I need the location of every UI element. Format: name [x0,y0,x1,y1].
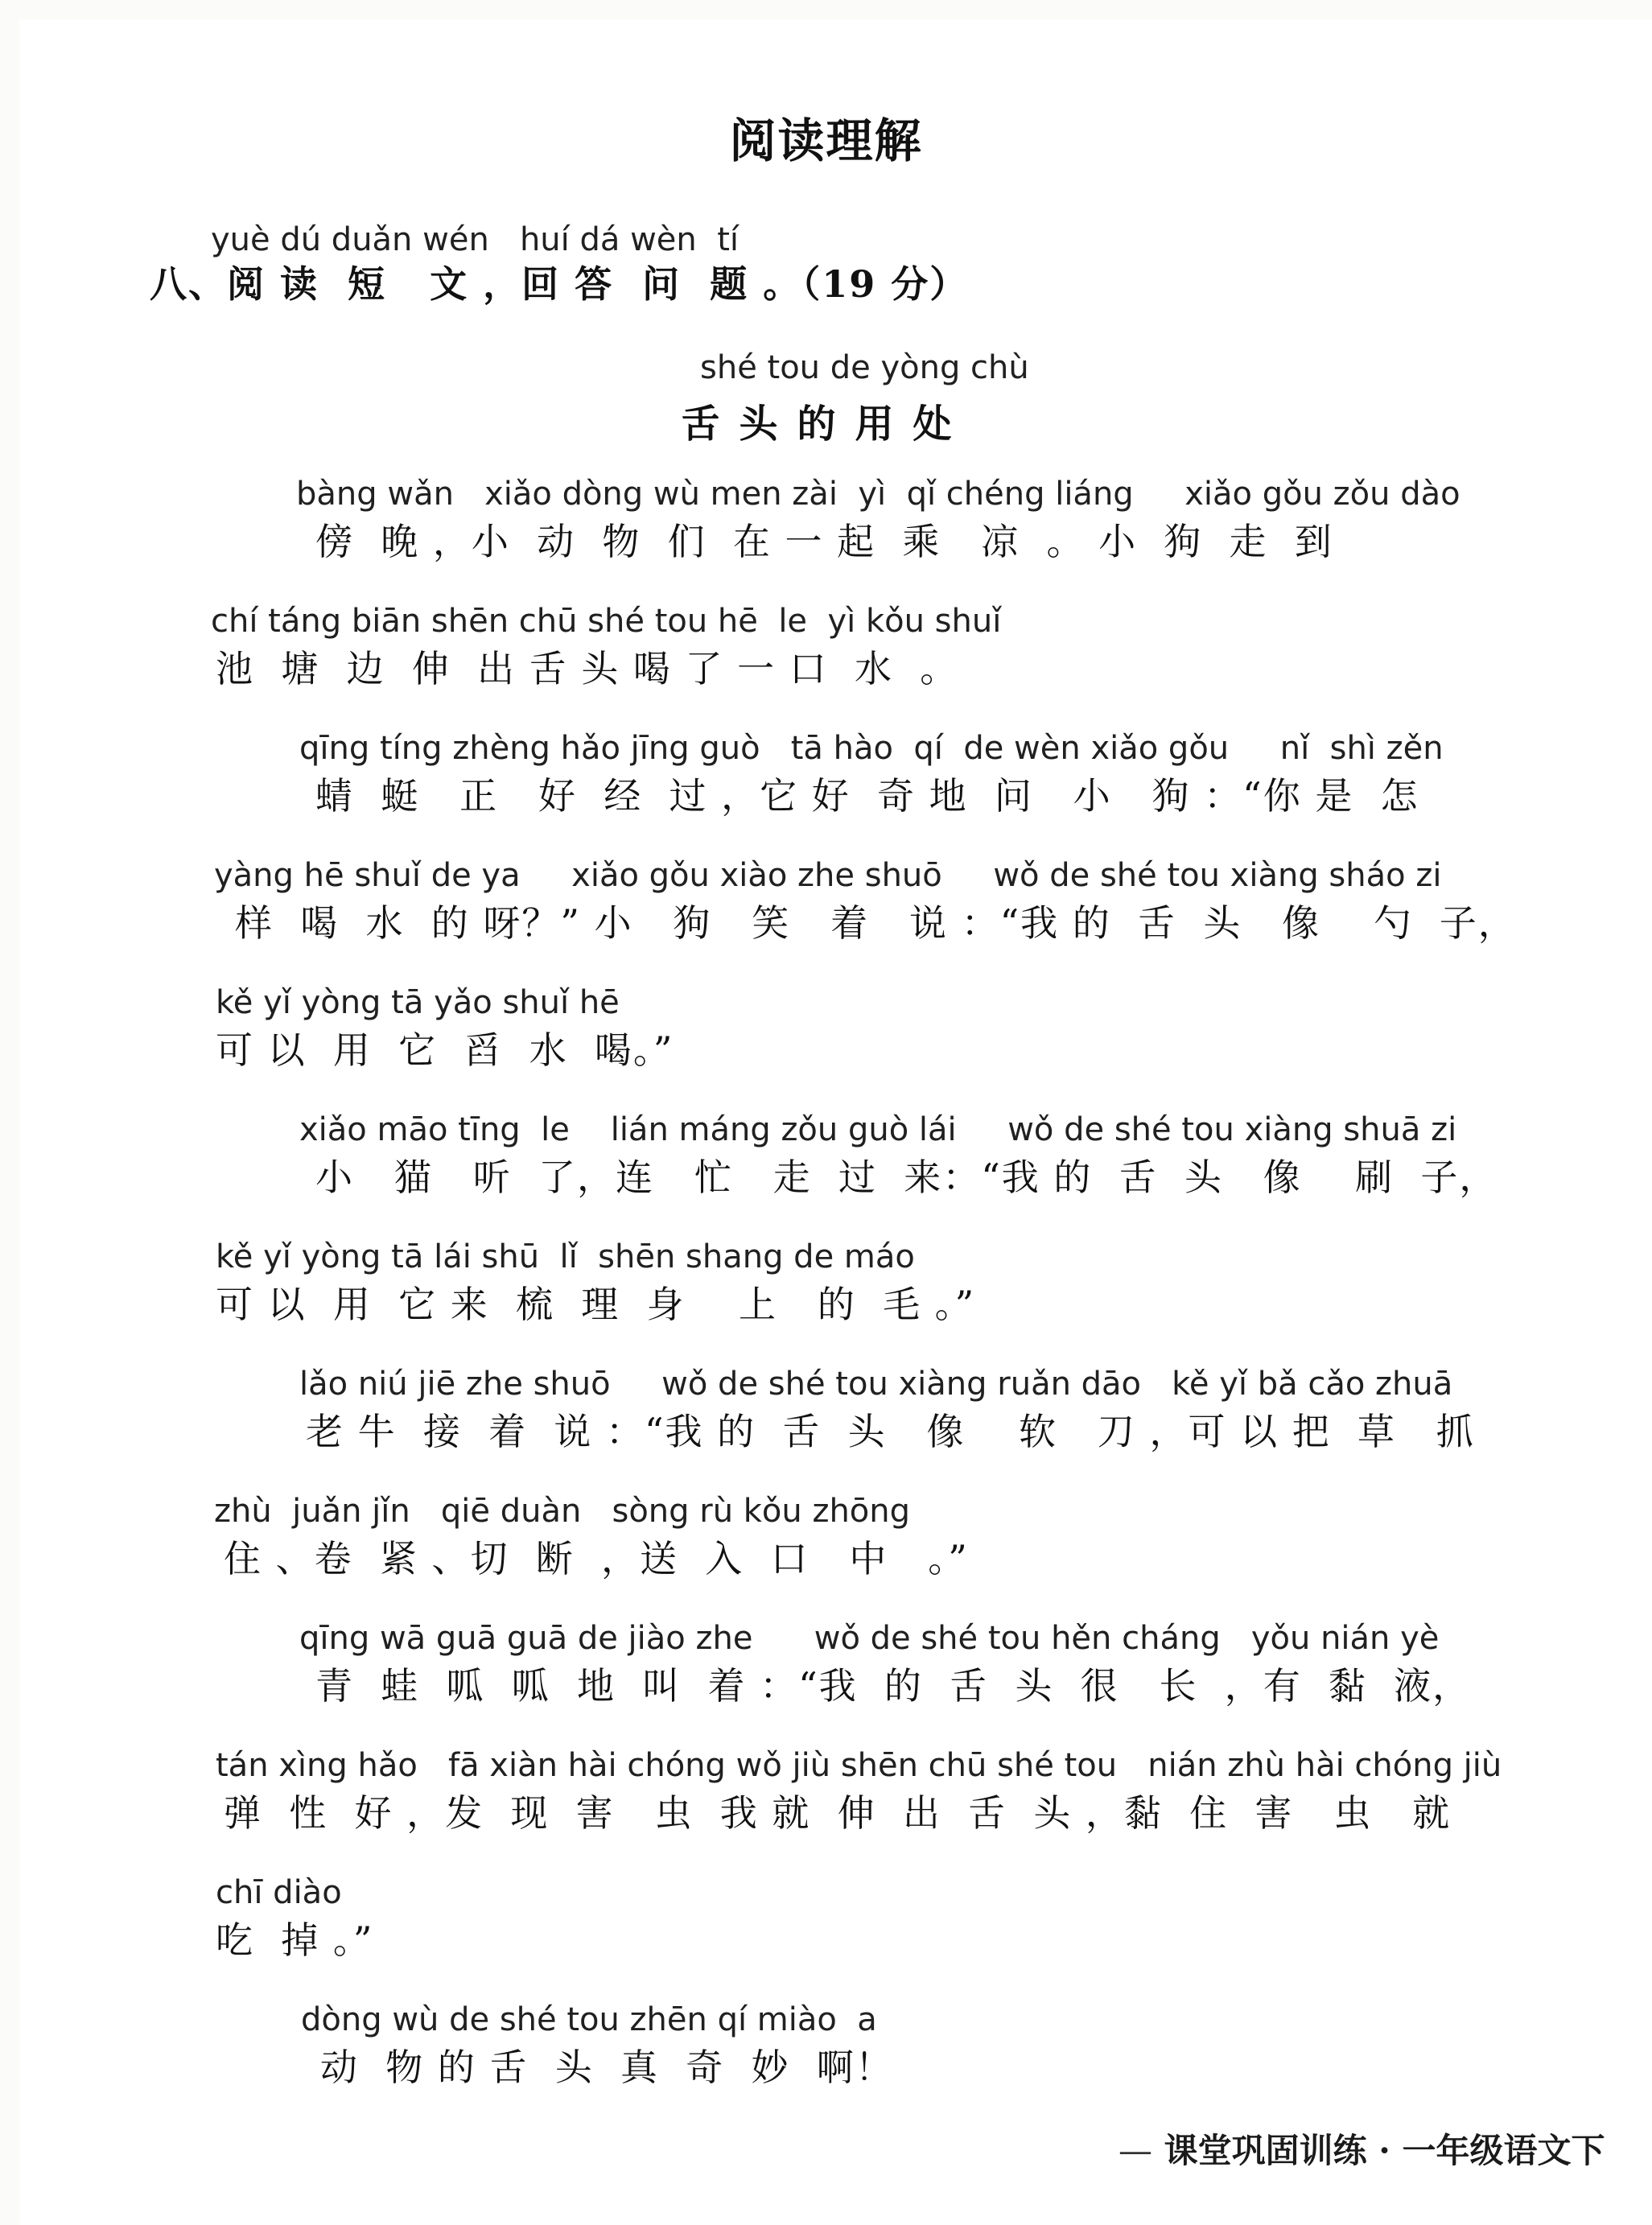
page-footer [1118,2124,1605,2173]
line-text: 住 、卷 紧 、切 断 ，送 入 口 中 。” [224,1537,969,1580]
question-score: （19 分） [801,262,969,306]
footer-dash: — [1118,2131,1152,2170]
line-text: 小 猫 听 了，连 忙 走 过 来：“我 的 舌 头 像 刷 子， [315,1156,1498,1199]
line-text: 弹 性 好 ，发 现 害 虫 我 就 伸 出 舌 头 ，黏 住 害 虫 就 [224,1791,1452,1835]
story-title-pinyin: shé tou de yòng chù [700,349,1029,386]
line-pinyin: tán xìng hǎo fā xiàn hài chóng wǒ jiù shēn chū shé tou nián zhù hài chóng jiù [216,1747,1502,1784]
line-text: 老 牛 接 着 说 ：“我 的 舌 头 像 软 刀 ，可 以 把 草 抓 [306,1410,1475,1453]
line-pinyin: qīng tíng zhèng hǎo jīng guò tā hào qí de wèn xiǎo gǒu nǐ shì zěn [299,730,1444,767]
line-text: 傍 晚 ，小 动 物 们 在 一 起 乘 凉 。 小 狗 走 到 [315,520,1333,563]
question-pinyin: yuè dú duǎn wén huí dá wèn tí [211,221,739,258]
line-pinyin: xiǎo māo tīng le lián máng zǒu guò lái wǒ de shé tou xiàng shuā zi [299,1111,1457,1148]
line-text: 蜻 蜓 正 好 经 过 ，它 好 奇 地 问 小 狗 ：“你 是 怎 [315,774,1419,818]
line-pinyin: zhù juǎn jǐn qiē duàn sòng rù kǒu zhōng [214,1493,911,1530]
line-text: 吃 掉 。” [216,1918,374,1962]
story-title: 舌头的用处 [681,402,971,447]
line-text: 动 物 的 舌 头 真 奇 妙 啊！ [320,2046,894,2089]
question-label: 八、阅 读 短 文 ，回 答 问 题 。 [150,262,802,306]
question-heading [150,262,969,306]
line-text: 青 蛙 呱 呱 地 叫 着 ：“我 的 舌 头 很 长 ，有 黏 液， [315,1664,1472,1708]
line-text: 可 以 用 它 舀 水 喝。” [216,1028,674,1072]
line-pinyin: bàng wǎn xiǎo dòng wù men zài yì qǐ chéng liáng xiǎo gǒu zǒu dào [296,476,1460,513]
line-pinyin: lǎo niú jiē zhe shuō wǒ de shé tou xiàng ruǎn dāo kě yǐ bǎ cǎo zhuā [299,1366,1453,1403]
line-pinyin: chī diào [216,1874,342,1911]
line-pinyin: qīng wā guā guā de jiào zhe wǒ de shé tou hěn cháng yǒu nián yè [299,1620,1440,1657]
footer-book-title: 课堂巩固训练 · 一年级语文下 [1152,2131,1605,2170]
line-pinyin: dòng wù de shé tou zhēn qí miào a [301,2001,877,2038]
section-title: 阅读理解 [729,113,923,168]
line-pinyin: chí táng biān shēn chū shé tou hē le yì kǒu shuǐ [211,603,1002,640]
line-pinyin: kě yǐ yòng tā yǎo shuǐ hē [216,984,620,1021]
line-pinyin: yàng hē shuǐ de ya xiǎo gǒu xiào zhe shuō wǒ de shé tou xiàng sháo zi [214,857,1442,894]
line-text: 样 喝 水 的 呀？” 小 狗 笑 着 说 ：“我 的 舌 头 像 勺 子， [235,901,1517,945]
line-text: 池 塘 边 伸 出 舌 头 喝 了 一 口 水 。 [216,647,959,690]
line-pinyin: kě yǐ yòng tā lái shū lǐ shēn shang de máo [216,1238,915,1275]
line-text: 可 以 用 它 来 梳 理 身 上 的 毛 。” [216,1283,976,1326]
